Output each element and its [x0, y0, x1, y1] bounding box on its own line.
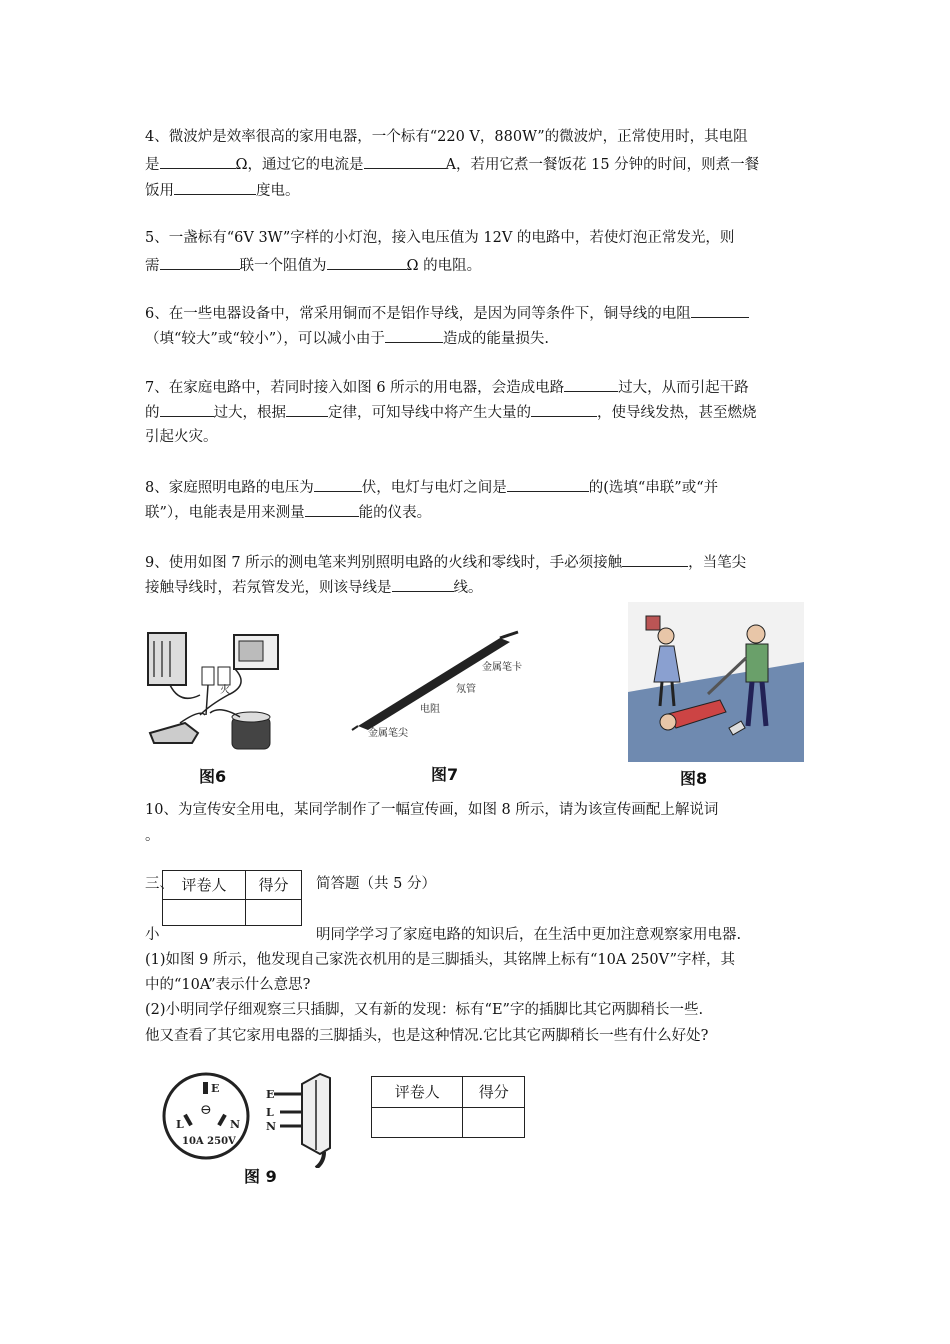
- grader-label-2: 评卷人: [372, 1077, 463, 1108]
- q7-blank-current[interactable]: [160, 401, 214, 417]
- q6-blank-cause[interactable]: [385, 327, 443, 343]
- q4-blank-resistance[interactable]: [160, 153, 236, 169]
- figure-8-caption: 图8: [680, 769, 708, 788]
- q4-blank-energy[interactable]: [174, 179, 256, 195]
- section3-q1-line2: 中的“10A”表示什么意思?: [145, 977, 311, 993]
- q8-blank-voltage[interactable]: [314, 476, 362, 492]
- q4-line2: 是 Ω，通过它的电流是 A，若用它煮一餐饭花 15 分钟的时间，则煮一餐: [145, 153, 759, 175]
- score-cell[interactable]: [246, 899, 302, 925]
- section3-q2-line2: 他又查看了其它家用电器的三脚插头，也是这种情况.它比其它两脚稍长一些有什么好处?: [145, 1028, 709, 1044]
- q5-line1: 5、一盏标有“6V 3W”字样的小灯泡，接入电压值为 12V 的电路中，若使灯泡正常发光，则: [145, 230, 735, 246]
- svg-text:N: N: [230, 1118, 241, 1131]
- svg-text:N: N: [266, 1120, 277, 1133]
- q10-line2: 。: [145, 828, 160, 844]
- section3-q1-line1: (1)如图 9 所示，他发现自己家洗衣机用的是三脚插头，其铭牌上标有“10A 250V”字样，其: [145, 952, 736, 968]
- svg-text:10A 250V: 10A 250V: [182, 1136, 236, 1147]
- figure-8-safety-poster: [628, 602, 804, 762]
- svg-text:E: E: [211, 1082, 220, 1095]
- section3-number: 三、: [145, 876, 174, 892]
- svg-text:L: L: [266, 1106, 274, 1119]
- grader-cell-2[interactable]: [372, 1107, 463, 1138]
- q4-line1: 4、微波炉是效率很高的家用电器，一个标有“220 V，880W”的微波炉，正常使用时，其电阻: [145, 129, 748, 145]
- grader-table-1: [162, 870, 302, 926]
- q9-blank-wire[interactable]: [392, 576, 454, 592]
- q5-blank-resistance[interactable]: [327, 254, 407, 270]
- figure-9-plug: [156, 1068, 356, 1168]
- q9-blank-touch[interactable]: [622, 551, 688, 567]
- svg-text:E: E: [266, 1088, 275, 1101]
- q7-blank-law[interactable]: [286, 401, 328, 417]
- q7-line1: 7、在家庭电路中，若同时接入如图 6 所示的用电器，会造成电路 过大，从而引起干路: [145, 376, 749, 398]
- svg-text:氖管: 氖管: [456, 684, 476, 695]
- q8-line2: 联”），电能表是用来测量 能的仪表。: [145, 501, 431, 523]
- q8-blank-energy[interactable]: [305, 501, 359, 517]
- q7-line2: 的 过大，根据 定律，可知导线中将产生大量的 ，使导线发热，甚至燃烧: [145, 401, 757, 423]
- score-label-2: 得分: [463, 1077, 525, 1108]
- q10-line1: 10、为宣传安全用电，某同学制作了一幅宣传画，如图 8 所示，请为该宣传画配上解说词: [145, 802, 719, 818]
- q7-blank-power[interactable]: [564, 376, 618, 392]
- q9-line1: 9、使用如图 7 所示的测电笔来判别照明电路的火线和零线时，手必须接触 ，当笔尖: [145, 551, 746, 573]
- figure-6-caption: 图6: [199, 767, 227, 786]
- section3-intro-start: 小: [145, 927, 160, 943]
- q7-line3: 引起火灾。: [145, 429, 218, 445]
- q5-blank-connection[interactable]: [160, 254, 240, 270]
- grader-cell[interactable]: [163, 899, 246, 925]
- svg-text:⊖: ⊖: [200, 1102, 212, 1118]
- figure-6-appliances: [140, 625, 290, 755]
- q4-blank-current[interactable]: [364, 153, 446, 169]
- q6-blank-resistance[interactable]: [691, 302, 749, 318]
- score-label: 得分: [246, 871, 302, 900]
- section3-q2-line1: (2)小明同学仔细观察三只插脚，又有新的发现：标有“E”字的插脚比其它两脚稍长一些.: [145, 1002, 704, 1018]
- q6-line2: （填“较大”或“较小”），可以减小由于 造成的能量损失.: [145, 327, 549, 349]
- grader-table-2: [371, 1076, 525, 1138]
- svg-text:火: 火: [220, 685, 230, 696]
- svg-text:金属笔尖: 金属笔尖: [368, 728, 408, 738]
- section3-intro: 明同学学习了家庭电路的知识后，在生活中更加注意观察家用电器.: [316, 927, 742, 943]
- svg-text:电阻: 电阻: [420, 704, 440, 715]
- q5-line2: 需 联一个阻值为 Ω 的电阻。: [145, 254, 481, 276]
- figure-7-caption: 图7: [431, 765, 459, 784]
- q6-line1: 6、在一些电器设备中，常采用铜而不是铝作导线，是因为同等条件下，铜导线的电阻: [145, 302, 749, 324]
- q8-line1: 8、家庭照明电路的电压为 伏，电灯与电灯之间是 的(选填“串联”或“并: [145, 476, 718, 498]
- score-cell-2[interactable]: [463, 1107, 525, 1138]
- figure-9-caption: 图 9: [244, 1167, 277, 1186]
- q7-blank-heat[interactable]: [531, 401, 597, 417]
- svg-text:金属笔卡: 金属笔卡: [482, 662, 522, 673]
- q4-line3: 饭用 度电。: [145, 179, 300, 201]
- q9-line2: 接触导线时，若氖管发光，则该导线是 线。: [145, 576, 483, 598]
- svg-text:L: L: [176, 1118, 184, 1131]
- figure-7-test-pen: [350, 628, 530, 738]
- q8-blank-connection[interactable]: [507, 476, 589, 492]
- grader-label: 评卷人: [163, 871, 246, 900]
- section3-title: 简答题（共 5 分）: [316, 876, 436, 892]
